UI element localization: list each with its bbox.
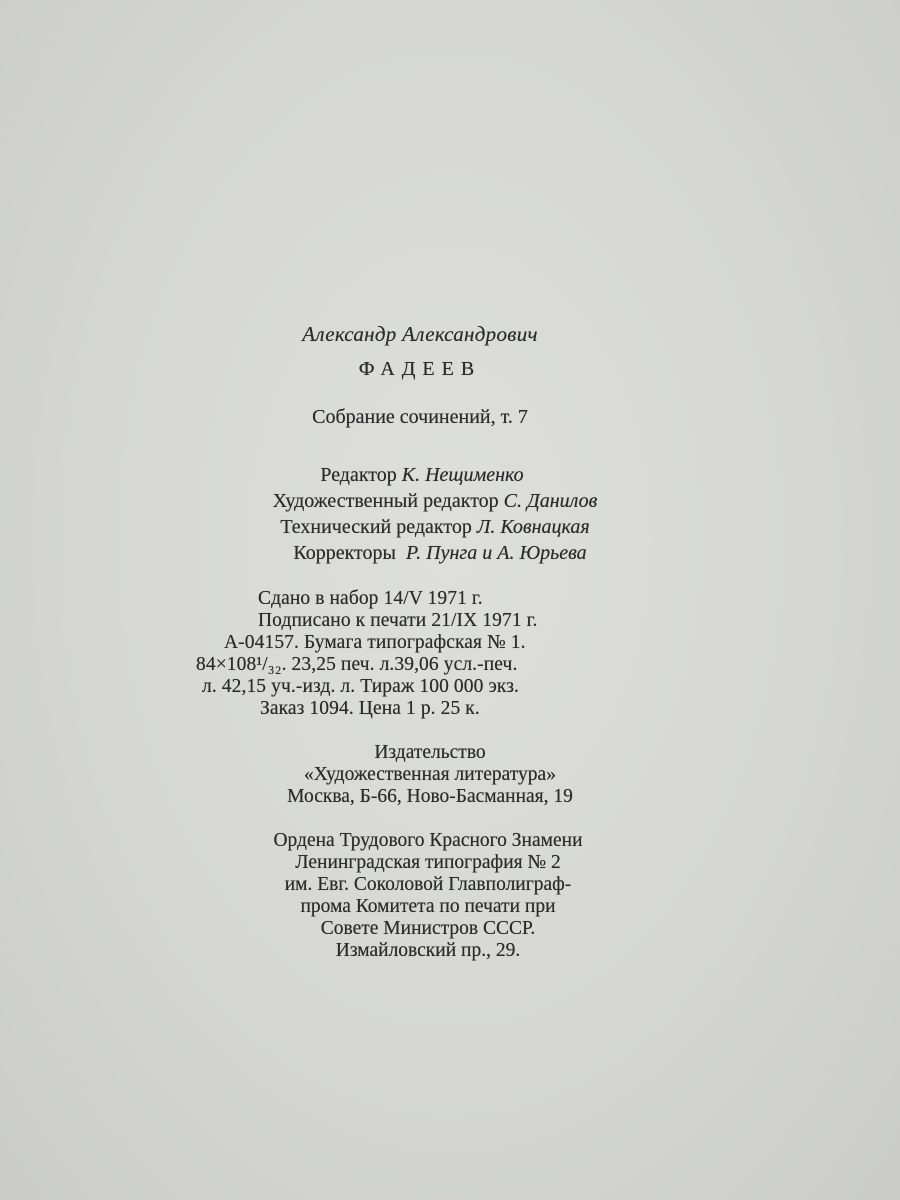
printer-line: Совете Министров СССР. (320, 918, 536, 939)
credit-person: К. Нещименко (401, 464, 524, 486)
credit-editor (190, 462, 650, 488)
credit-role: Редактор (320, 464, 397, 486)
credit-tech-editor (190, 514, 650, 540)
printer-line: Ордена Трудового Красного Знамени (273, 830, 583, 851)
credit-person: Л. Ковнацкая (476, 516, 590, 538)
colophon (190, 322, 650, 962)
tech-line: л. 42,15 уч.-изд. л. Тираж 100 000 экз. (202, 676, 520, 697)
printer-line: прома Комитета по печати при (300, 896, 556, 917)
credit-person: С. Данилов (503, 490, 598, 512)
credit-role: Корректоры (293, 542, 396, 564)
publisher-line: «Художественная литература» (304, 764, 556, 785)
credit-proofreaders (190, 540, 650, 566)
tech-line: А-04157. Бумага типографская № 1. (224, 632, 526, 653)
credits-block (190, 462, 650, 566)
author-full-name: Александр Александрович (302, 322, 538, 346)
tech-line: 84×108¹/₃₂. 23,25 печ. л.39,06 усл.-печ. (196, 654, 518, 675)
tech-line: Подписано к печати 21/IX 1971 г. (258, 610, 538, 631)
credit-person: Р. Пунга и А. Юрьева (405, 542, 587, 564)
credit-role: Технический редактор (280, 516, 472, 538)
author-surname: ФАДЕЕВ (358, 358, 482, 380)
tech-line: Сдано в набор 14/V 1971 г. (258, 588, 483, 609)
work-title: Собрание сочинений, т. 7 (312, 406, 528, 428)
printer-block (190, 830, 650, 962)
publisher-block (190, 742, 650, 808)
publisher-line: Москва, Б-66, Ново-Басманная, 19 (287, 786, 573, 807)
printer-line: им. Евг. Соколовой Главполиграф- (284, 874, 572, 895)
tech-line: Заказ 1094. Цена 1 р. 25 к. (260, 698, 480, 719)
technical-details (190, 588, 650, 720)
credit-art-editor (190, 488, 650, 514)
printer-line: Измайловский пр., 29. (335, 940, 521, 961)
printer-line: Ленинградская типография № 2 (295, 852, 561, 873)
publisher-line: Издательство (374, 742, 486, 763)
credit-role: Художественный редактор (272, 490, 499, 512)
